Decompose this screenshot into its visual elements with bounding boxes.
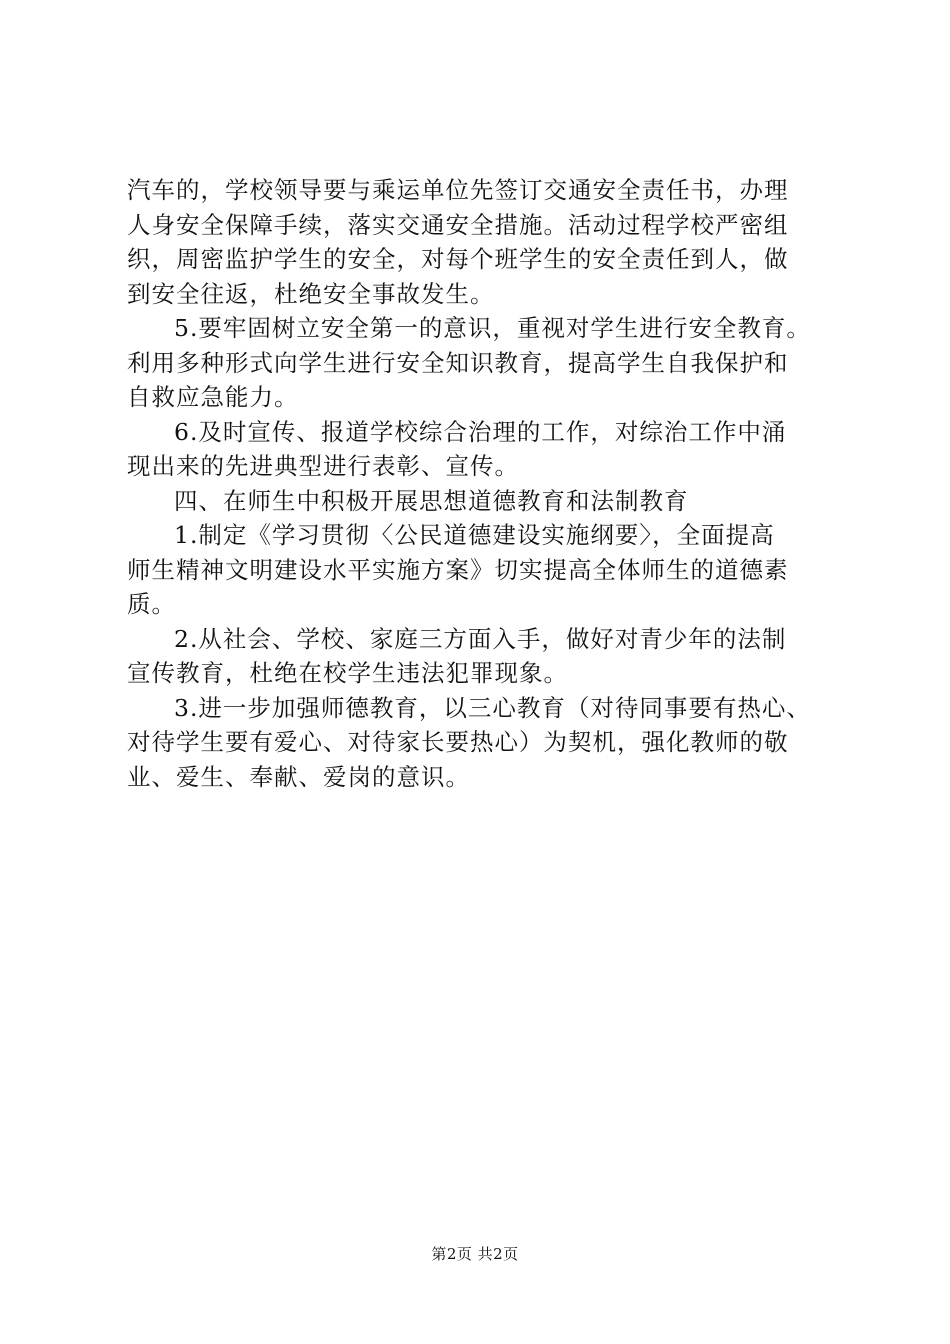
text-line: 汽车的，学校领导要与乘运单位先签订交通安全责任书，办理 [127,176,789,204]
text-line: 2.从社会、学校、家庭三方面入手，做好对青少年的法制 [174,624,787,653]
text-line: 1.制定《学习贯彻〈公民道德建设实施纲要〉，全面提高 [174,521,775,549]
text-line: 6.及时宣传、报道学校综合治理的工作，对综治工作中涌 [174,417,787,446]
text-line: 织，周密监护学生的安全，对每个班学生的安全责任到人，做 [127,245,789,273]
page-footer [0,1244,950,1264]
document-body [127,173,847,794]
text-line: 3.进一步加强师德教育，以三心教育（对待同事要有热心、 [174,693,811,722]
text-line: 质。 [127,590,176,618]
text-line: 现出来的先进典型进行表彰、宣传。 [127,452,519,480]
page-number: 第2页 共2页 [431,1245,519,1263]
text-line: 人身安全保障手续，落实交通安全措施。活动过程学校严密组 [127,210,789,239]
text-line: 宣传教育，杜绝在校学生违法犯罪现象。 [127,659,568,687]
text-line: 利用多种形式向学生进行安全知识教育，提高学生自我保护和 [127,348,789,377]
text-line: 业、爱生、奉献、爱岗的意识。 [127,762,470,791]
text-line: 对待学生要有爱心、对待家长要热心）为契机，强化教师的敬 [127,728,789,756]
text-line: 到安全往返，杜绝安全事故发生。 [127,279,495,308]
section-heading: 四、在师生中积极开展思想道德教育和法制教育 [174,486,689,515]
text-line: 师生精神文明建设水平实施方案》切实提高全体师生的道德素 [127,555,789,584]
text-line: 5.要牢固树立安全第一的意识，重视对学生进行安全教育。 [174,314,811,342]
text-line: 自救应急能力。 [127,383,299,411]
